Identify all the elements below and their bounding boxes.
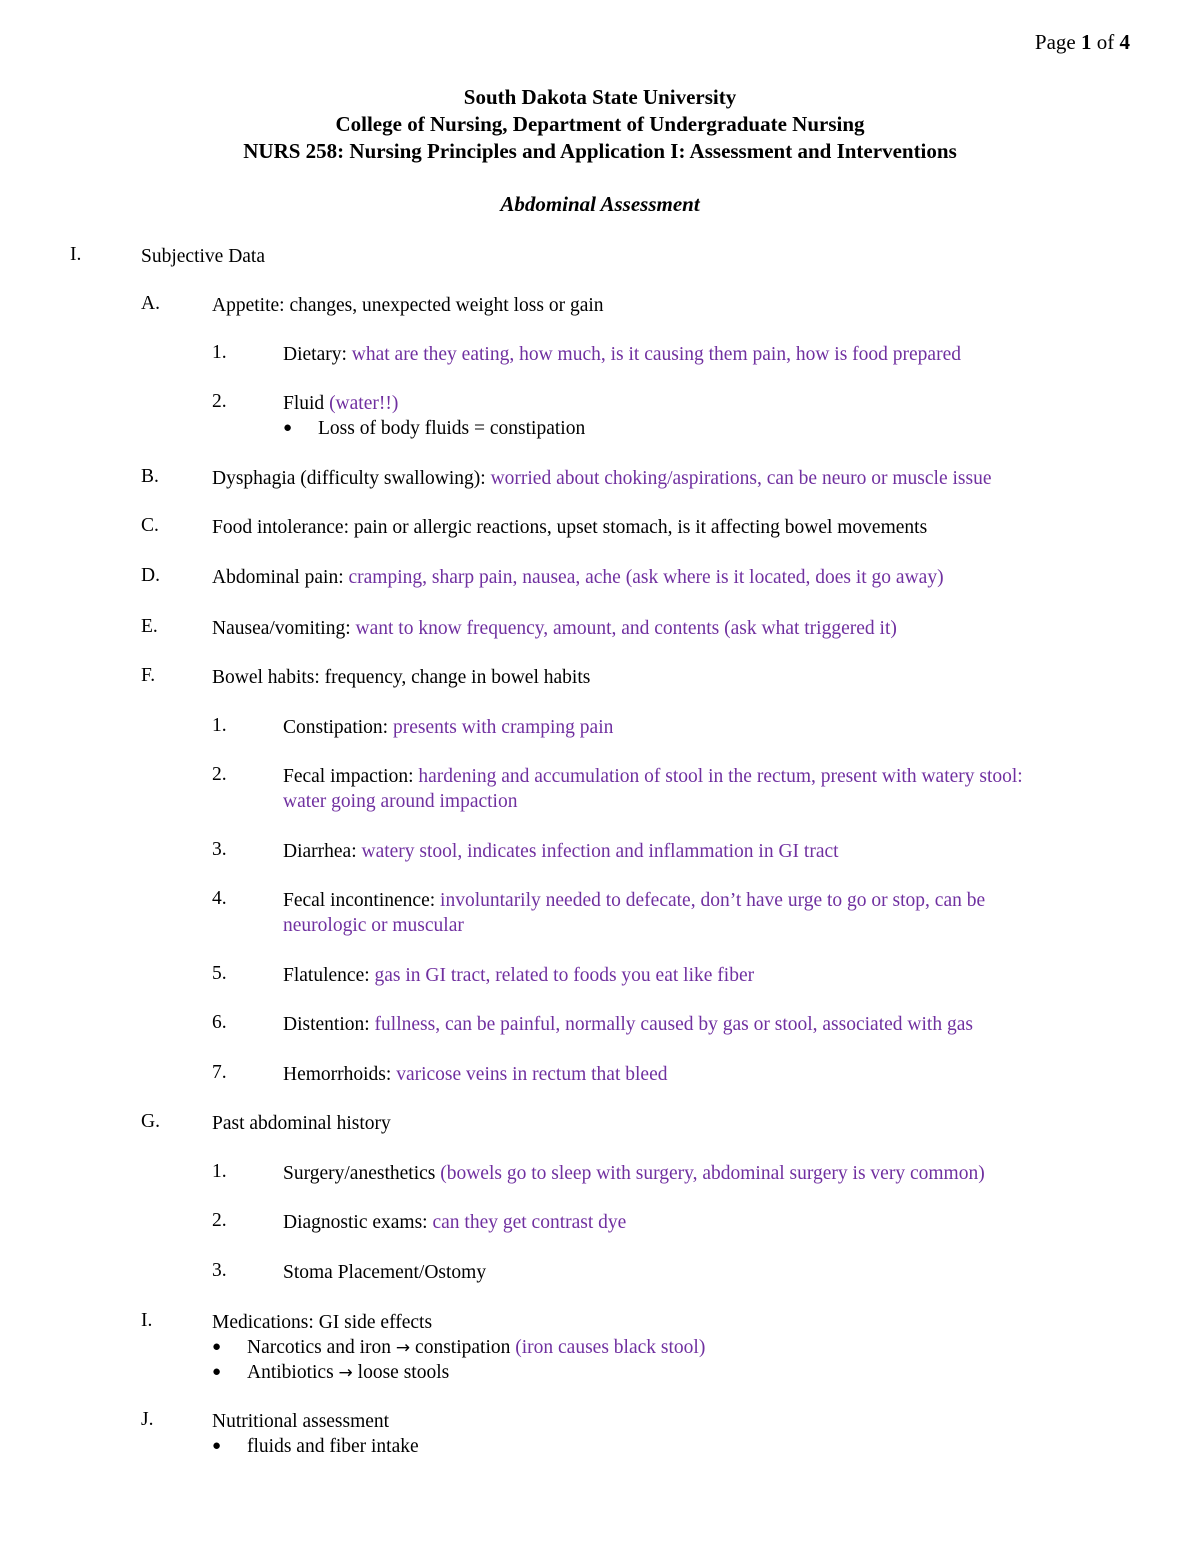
item-f1: [283, 715, 613, 740]
item-f5-marker: 5.: [212, 963, 227, 984]
university-name: South Dakota State University: [463, 85, 737, 109]
item-g2-marker: 2.: [212, 1210, 227, 1231]
item-f5: [283, 963, 754, 988]
item-f7-label: Hemorrhoids:: [283, 1064, 397, 1085]
item-f4-note-cont: neurologic or muscular: [283, 915, 464, 936]
item-f1-marker: 1.: [212, 715, 227, 736]
item-i-b2-pre: Antibiotics: [247, 1362, 339, 1383]
arrow-right-icon: →: [338, 1363, 353, 1383]
item-f3: [283, 839, 839, 864]
item-f5-note: gas in GI tract, related to foods you eat like fiber: [374, 965, 755, 986]
item-d: [212, 565, 944, 590]
item-b-note: worried about choking/aspirations, can be neuro or muscle issue: [490, 468, 992, 489]
college-name: College of Nursing, Department of Undergraduate Nursing: [335, 112, 865, 136]
item-g1: [283, 1161, 985, 1186]
item-e-marker: E.: [141, 616, 158, 637]
item-i-bullet-2: [247, 1360, 449, 1386]
item-g2: [283, 1210, 626, 1235]
item-b: [212, 466, 991, 491]
item-a-text: Appetite: changes, unexpected weight loss or gain: [212, 295, 604, 316]
bullet-icon: ●: [212, 1339, 222, 1355]
item-f4-note: involuntarily needed to defecate, don’t have urge to go or stop, can be: [440, 890, 986, 911]
item-j-text: Nutritional assessment: [212, 1411, 390, 1432]
item-f2: [283, 764, 1023, 789]
bullet-icon: ●: [212, 1438, 222, 1454]
item-f2-label: Fecal impaction:: [283, 766, 419, 787]
item-f4-label: Fecal incontinence:: [283, 890, 441, 911]
item-f4: [283, 888, 985, 913]
item-f4-marker: 4.: [212, 888, 227, 909]
item-a1-label: Dietary:: [283, 344, 352, 365]
item-f6-note: fullness, can be painful, normally caused by gas or stool, associated with gas: [374, 1014, 973, 1035]
item-f-text: Bowel habits: frequency, change in bowel habits: [212, 667, 591, 688]
item-g1-note: (bowels go to sleep with surgery, abdominal surgery is very common): [440, 1163, 985, 1184]
item-c-text: Food intolerance: pain or allergic reactions, upset stomach, is it affecting bowel movements: [212, 517, 928, 538]
item-f1-note: presents with cramping pain: [392, 717, 614, 738]
item-g1-label: Surgery/anesthetics: [283, 1163, 441, 1184]
page-total: 4: [1119, 30, 1130, 54]
section-marker: I.: [70, 244, 82, 265]
item-g-text: Past abdominal history: [212, 1113, 391, 1134]
item-f7: [283, 1062, 667, 1087]
item-a1-marker: 1.: [212, 342, 227, 363]
item-c-marker: C.: [141, 515, 159, 536]
item-f3-marker: 3.: [212, 839, 227, 860]
item-j-marker: J.: [141, 1409, 154, 1430]
page-label: Page: [1034, 30, 1076, 54]
document-title: Abdominal Assessment: [500, 192, 700, 216]
item-g3-marker: 3.: [212, 1260, 227, 1281]
item-a1-note: what are they eating, how much, is it causing them pain, how is food prepared: [351, 344, 961, 365]
page-number: [1035, 30, 1130, 55]
item-f5-label: Flatulence:: [283, 965, 375, 986]
document-header: [0, 84, 1200, 165]
item-f2-note-cont: water going around impaction: [283, 791, 518, 812]
item-f7-note: varicose veins in rectum that bleed: [396, 1064, 668, 1085]
item-i-text: Medications: GI side effects: [212, 1312, 433, 1333]
item-a2: [283, 391, 398, 416]
arrow-right-icon: →: [395, 1338, 411, 1358]
item-e-note: want to know frequency, amount, and contents (ask what triggered it): [355, 618, 897, 639]
item-g3-label: Stoma Placement/Ostomy: [283, 1262, 487, 1283]
item-f6: [283, 1012, 973, 1037]
item-f6-label: Distention:: [283, 1014, 375, 1035]
item-f2-marker: 2.: [212, 764, 227, 785]
item-g-marker: G.: [141, 1111, 160, 1132]
course-name: NURS 258: Nursing Principles and Application I: Assessment and Interventions: [243, 139, 957, 163]
item-b-marker: B.: [141, 466, 159, 487]
item-f3-note: watery stool, indicates infection and inflammation in GI tract: [361, 841, 839, 862]
item-i-bullet-1: [247, 1335, 705, 1361]
item-b-label: Dysphagia (difficulty swallowing):: [212, 468, 491, 489]
item-f2-note: hardening and accumulation of stool in the rectum, present with watery stool:: [418, 766, 1023, 787]
page-current: 1: [1081, 30, 1092, 54]
bullet-icon: ●: [212, 1364, 222, 1380]
item-i-b1-note: (iron causes black stool): [515, 1337, 706, 1358]
item-g2-label: Diagnostic exams:: [283, 1212, 433, 1233]
item-f-marker: F.: [141, 665, 156, 686]
item-a2-marker: 2.: [212, 391, 227, 412]
item-a2-bullet: Loss of body fluids = constipation: [318, 418, 586, 439]
item-d-marker: D.: [141, 565, 160, 586]
item-d-label: Abdominal pain:: [212, 567, 349, 588]
item-d-note: cramping, sharp pain, nausea, ache (ask where is it located, does it go away): [348, 567, 944, 588]
item-a-marker: A.: [141, 293, 160, 314]
item-g1-marker: 1.: [212, 1161, 227, 1182]
item-a2-label: Fluid: [283, 393, 330, 414]
item-i-b1-post: constipation: [410, 1337, 516, 1358]
item-f7-marker: 7.: [212, 1062, 227, 1083]
section-label: Subjective Data: [141, 246, 265, 267]
item-f1-label: Constipation:: [283, 717, 393, 738]
item-j-bullet: fluids and fiber intake: [247, 1436, 419, 1457]
page-of: of: [1096, 30, 1115, 54]
item-g2-note: can they get contrast dye: [432, 1212, 627, 1233]
item-i-b2-post: loose stools: [352, 1362, 450, 1383]
item-f3-label: Diarrhea:: [283, 841, 362, 862]
item-e: [212, 616, 897, 641]
item-i-marker: I.: [141, 1310, 153, 1331]
item-i-b1-pre: Narcotics and iron: [247, 1337, 396, 1358]
item-a1: [283, 342, 961, 367]
bullet-icon: ●: [283, 420, 293, 436]
item-a2-note: (water!!): [329, 393, 399, 414]
item-f6-marker: 6.: [212, 1012, 227, 1033]
item-e-label: Nausea/vomiting:: [212, 618, 356, 639]
